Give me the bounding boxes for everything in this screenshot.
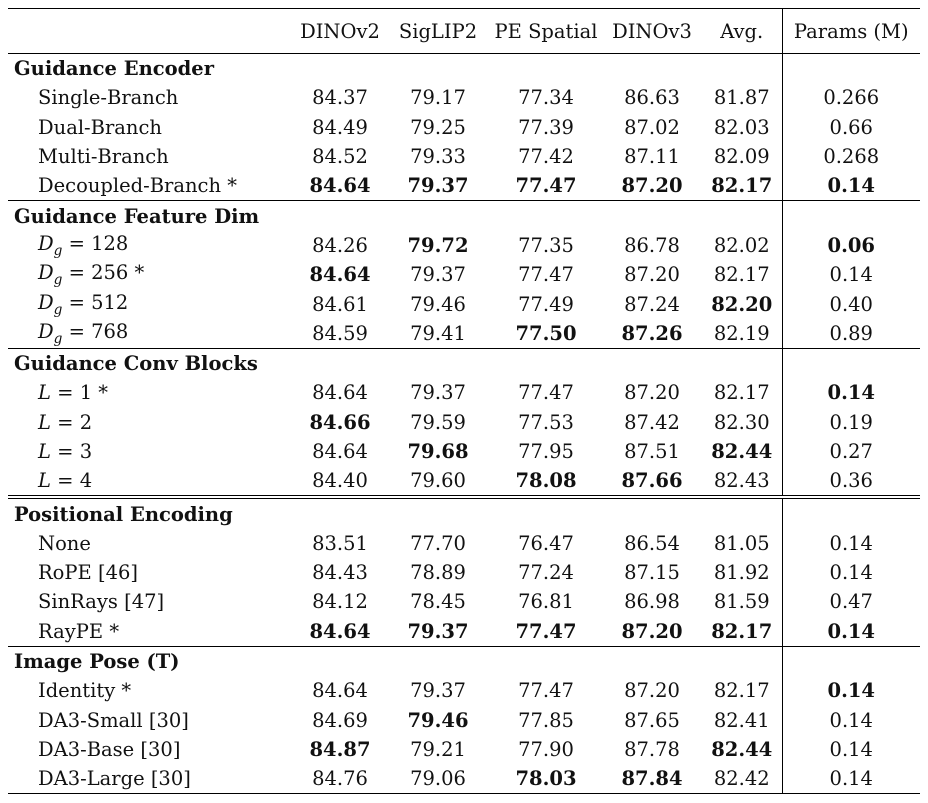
table-row xyxy=(8,171,920,201)
score-cell: 79.37 xyxy=(407,619,469,643)
section-empty-cell xyxy=(294,646,386,676)
score-cell: 77.50 xyxy=(515,321,577,345)
table-row xyxy=(8,617,920,647)
section-empty-cell xyxy=(702,54,782,84)
score-cell: 84.52 xyxy=(312,145,368,169)
score-cell: 82.30 xyxy=(713,410,770,434)
score-cell: 77.24 xyxy=(518,561,574,585)
params-cell: 0.14 xyxy=(782,676,920,705)
score-cell: 82.17 xyxy=(711,619,773,643)
row-label: SinRays [47] xyxy=(38,590,165,614)
params-cell: 0.14 xyxy=(782,617,920,647)
section-empty-cell xyxy=(702,646,782,676)
score-cell: 84.87 xyxy=(309,737,371,761)
score-cell: 81.87 xyxy=(713,86,770,110)
score-cell: 87.20 xyxy=(624,263,680,287)
score-cell: 84.59 xyxy=(312,321,368,345)
score-cell: 82.17 xyxy=(711,174,773,198)
section-title: Guidance Conv Blocks xyxy=(14,352,258,376)
score-cell: 82.17 xyxy=(713,679,770,703)
row-label: RayPE * xyxy=(38,619,120,643)
section-empty-cell xyxy=(490,54,602,84)
section-empty-cell xyxy=(782,201,920,231)
row-label-symbol: L xyxy=(38,381,51,405)
score-cell: 82.09 xyxy=(713,145,770,169)
score-cell: 87.02 xyxy=(624,115,680,139)
score-cell: 82.43 xyxy=(713,469,770,493)
table-row xyxy=(8,764,920,794)
score-cell: 87.26 xyxy=(621,321,683,345)
row-label: DA3-Small [30] xyxy=(38,708,189,732)
row-label-subscript: g xyxy=(53,242,63,259)
score-cell: 77.53 xyxy=(518,410,574,434)
table-row xyxy=(8,378,920,407)
score-cell: 87.20 xyxy=(624,679,680,703)
column-header-avg: Avg. xyxy=(720,19,764,43)
score-cell: 84.37 xyxy=(312,86,368,110)
params-cell: 0.06 xyxy=(782,231,920,260)
params-cell: 0.14 xyxy=(782,706,920,735)
table-row xyxy=(8,83,920,112)
score-cell: 79.21 xyxy=(410,737,466,761)
row-label-symbol: D xyxy=(38,319,54,343)
score-cell: 84.40 xyxy=(312,469,368,493)
params-cell: 0.266 xyxy=(782,83,920,112)
table-body xyxy=(8,54,920,794)
table-row xyxy=(8,529,920,558)
score-cell: 86.98 xyxy=(624,590,680,614)
params-cell: 0.14 xyxy=(782,378,920,407)
row-label xyxy=(8,260,294,289)
score-cell: 82.17 xyxy=(713,263,770,287)
section-header-row xyxy=(8,54,920,84)
params-cell: 0.89 xyxy=(782,319,920,349)
section-empty-cell xyxy=(490,497,602,528)
section-empty-cell xyxy=(782,54,920,84)
row-label xyxy=(8,408,294,437)
row-label: Single-Branch xyxy=(38,86,179,110)
section-empty-cell xyxy=(782,348,920,378)
row-label-symbol: D xyxy=(38,261,54,285)
table-row xyxy=(8,231,920,260)
score-cell: 78.03 xyxy=(515,767,577,791)
score-cell: 84.64 xyxy=(309,174,371,198)
score-cell: 78.89 xyxy=(410,561,466,585)
section-empty-cell xyxy=(602,348,702,378)
score-cell: 84.61 xyxy=(312,292,368,316)
score-cell: 76.81 xyxy=(518,590,574,614)
section-header-row xyxy=(8,497,920,528)
params-cell: 0.66 xyxy=(782,113,920,142)
row-label-subscript: g xyxy=(53,330,63,347)
params-cell: 0.40 xyxy=(782,289,920,318)
table-row xyxy=(8,260,920,289)
row-label: Decoupled-Branch * xyxy=(38,174,237,198)
section-empty-cell xyxy=(386,201,490,231)
score-cell: 83.51 xyxy=(312,531,368,555)
score-cell: 79.59 xyxy=(410,410,466,434)
row-label xyxy=(8,319,294,349)
row-label: None xyxy=(38,531,91,555)
row-label-value: = 256 * xyxy=(62,261,145,285)
section-header-row xyxy=(8,646,920,676)
score-cell: 78.45 xyxy=(410,590,466,614)
section-empty-cell xyxy=(490,348,602,378)
params-cell: 0.14 xyxy=(782,260,920,289)
score-cell: 87.20 xyxy=(621,619,683,643)
score-cell: 81.59 xyxy=(713,590,770,614)
table-row xyxy=(8,142,920,171)
score-cell: 87.20 xyxy=(621,174,683,198)
ablation-table-container xyxy=(8,8,920,794)
row-label-subscript: g xyxy=(53,301,63,318)
score-cell: 79.46 xyxy=(410,292,466,316)
score-cell: 79.37 xyxy=(407,174,469,198)
section-empty-cell xyxy=(490,646,602,676)
score-cell: 77.95 xyxy=(518,440,574,463)
row-label xyxy=(8,378,294,407)
section-empty-cell xyxy=(782,497,920,528)
section-title: Image Pose (T) xyxy=(14,650,180,674)
section-header-row xyxy=(8,201,920,231)
row-label-symbol: L xyxy=(38,469,51,493)
score-cell: 79.72 xyxy=(407,233,469,257)
section-empty-cell xyxy=(294,497,386,528)
score-cell: 79.17 xyxy=(410,86,466,110)
score-cell: 84.12 xyxy=(312,590,368,614)
score-cell: 82.42 xyxy=(713,767,770,791)
params-cell: 0.14 xyxy=(782,171,920,201)
score-cell: 79.37 xyxy=(410,679,466,703)
score-cell: 77.47 xyxy=(515,619,577,643)
score-cell: 82.41 xyxy=(713,708,770,732)
table-header xyxy=(8,9,920,54)
table-row xyxy=(8,319,920,349)
section-empty-cell xyxy=(386,646,490,676)
section-empty-cell xyxy=(702,201,782,231)
score-cell: 87.84 xyxy=(621,767,683,791)
row-label-value: = 768 xyxy=(62,319,129,343)
score-cell: 86.78 xyxy=(624,233,680,257)
section-empty-cell xyxy=(602,646,702,676)
score-cell: 79.33 xyxy=(410,145,466,169)
score-cell: 84.66 xyxy=(309,410,371,434)
score-cell: 84.64 xyxy=(312,381,368,405)
score-cell: 84.69 xyxy=(312,708,368,732)
score-cell: 87.65 xyxy=(624,708,680,732)
score-cell: 84.64 xyxy=(312,440,368,463)
score-cell: 79.68 xyxy=(407,440,469,463)
table-row xyxy=(8,408,920,437)
row-label-value: = 2 xyxy=(50,410,93,434)
table-row xyxy=(8,735,920,764)
params-cell: 0.36 xyxy=(782,466,920,497)
table-row xyxy=(8,676,920,705)
section-empty-cell xyxy=(602,54,702,84)
score-cell: 81.05 xyxy=(713,531,770,555)
column-header-dinov3: DINOv3 xyxy=(612,19,692,43)
score-cell: 79.37 xyxy=(410,263,466,287)
score-cell: 87.20 xyxy=(624,381,680,405)
table-row xyxy=(8,113,920,142)
section-empty-cell xyxy=(702,348,782,378)
score-cell: 79.46 xyxy=(407,708,469,732)
column-header-siglip2: SigLIP2 xyxy=(398,19,478,43)
score-cell: 77.85 xyxy=(518,708,574,732)
ablation-table xyxy=(8,8,920,794)
score-cell: 84.64 xyxy=(312,679,368,703)
score-cell: 87.42 xyxy=(624,410,680,434)
score-cell: 82.19 xyxy=(713,321,770,345)
score-cell: 77.49 xyxy=(518,292,574,316)
score-cell: 87.24 xyxy=(624,292,680,316)
score-cell: 79.25 xyxy=(410,115,466,139)
params-cell: 0.19 xyxy=(782,408,920,437)
row-label-subscript: g xyxy=(53,272,63,289)
score-cell: 87.11 xyxy=(624,145,680,169)
section-empty-cell xyxy=(386,497,490,528)
row-label-value: = 1 * xyxy=(50,381,109,405)
params-cell: 0.268 xyxy=(782,142,920,171)
row-label-symbol: L xyxy=(38,440,51,463)
section-empty-cell xyxy=(294,54,386,84)
score-cell: 87.51 xyxy=(624,440,680,463)
score-cell: 76.47 xyxy=(518,531,574,555)
row-label: Dual-Branch xyxy=(38,115,162,139)
row-label xyxy=(8,437,294,466)
score-cell: 84.64 xyxy=(309,619,371,643)
score-cell: 78.08 xyxy=(515,469,577,493)
score-cell: 86.54 xyxy=(624,531,680,555)
section-empty-cell xyxy=(602,497,702,528)
score-cell: 84.26 xyxy=(312,233,368,257)
row-label xyxy=(8,289,294,318)
row-label: RoPE [46] xyxy=(38,561,139,585)
score-cell: 84.76 xyxy=(312,767,368,791)
score-cell: 77.70 xyxy=(410,531,466,555)
table-row xyxy=(8,558,920,587)
score-cell: 77.39 xyxy=(518,115,574,139)
section-empty-cell xyxy=(294,348,386,378)
params-cell: 0.14 xyxy=(782,735,920,764)
row-label-symbol: D xyxy=(38,231,54,255)
params-cell: 0.27 xyxy=(782,437,920,466)
row-label-value: = 512 xyxy=(62,290,129,314)
score-cell: 79.41 xyxy=(410,321,466,345)
table-row xyxy=(8,437,920,466)
section-title: Guidance Encoder xyxy=(14,57,214,81)
section-empty-cell xyxy=(386,54,490,84)
section-empty-cell xyxy=(782,646,920,676)
params-cell: 0.14 xyxy=(782,764,920,794)
row-label: DA3-Base [30] xyxy=(38,737,181,761)
score-cell: 79.37 xyxy=(410,381,466,405)
score-cell: 84.49 xyxy=(312,115,368,139)
score-cell: 79.06 xyxy=(410,767,466,791)
score-cell: 87.66 xyxy=(621,469,683,493)
score-cell: 77.42 xyxy=(518,145,574,169)
params-cell: 0.14 xyxy=(782,558,920,587)
section-empty-cell xyxy=(490,201,602,231)
score-cell: 84.64 xyxy=(309,263,371,287)
score-cell: 77.35 xyxy=(518,233,574,257)
row-label xyxy=(8,231,294,260)
score-cell: 86.63 xyxy=(624,86,680,110)
row-label-symbol: L xyxy=(38,410,51,434)
score-cell: 84.43 xyxy=(312,561,368,585)
row-label-value: = 4 xyxy=(50,469,93,493)
score-cell: 79.60 xyxy=(410,469,466,493)
table-row xyxy=(8,587,920,616)
score-cell: 77.47 xyxy=(515,174,577,198)
table-row xyxy=(8,466,920,497)
column-header-dinov2: DINOv2 xyxy=(300,19,380,43)
column-header-params: Params (M) xyxy=(782,9,920,54)
score-cell: 77.90 xyxy=(518,737,574,761)
score-cell: 82.20 xyxy=(711,292,773,316)
score-cell: 77.47 xyxy=(518,381,574,405)
row-label: Multi-Branch xyxy=(38,145,169,169)
params-cell: 0.14 xyxy=(782,529,920,558)
score-cell: 82.03 xyxy=(713,115,770,139)
row-label-value: = 128 xyxy=(62,231,129,255)
row-label: DA3-Large [30] xyxy=(38,767,191,791)
score-cell: 81.92 xyxy=(713,561,770,585)
row-label xyxy=(8,466,294,497)
score-cell: 82.44 xyxy=(711,440,773,463)
row-label-value: = 3 xyxy=(50,440,93,463)
section-empty-cell xyxy=(602,201,702,231)
section-header-row xyxy=(8,348,920,378)
score-cell: 82.17 xyxy=(713,381,770,405)
row-label-symbol: D xyxy=(38,290,54,314)
score-cell: 82.44 xyxy=(711,737,773,761)
params-cell: 0.47 xyxy=(782,587,920,616)
score-cell: 87.15 xyxy=(624,561,680,585)
section-empty-cell xyxy=(702,497,782,528)
section-empty-cell xyxy=(386,348,490,378)
score-cell: 77.47 xyxy=(518,263,574,287)
row-label: Identity * xyxy=(38,679,132,703)
section-empty-cell xyxy=(294,201,386,231)
score-cell: 77.34 xyxy=(518,86,574,110)
table-row xyxy=(8,706,920,735)
score-cell: 82.02 xyxy=(713,233,770,257)
header-empty-cell xyxy=(8,9,294,54)
score-cell: 87.78 xyxy=(624,737,680,761)
column-header-pe-spatial: PE Spatial xyxy=(494,19,598,43)
section-title: Guidance Feature Dim xyxy=(14,204,260,228)
table-row xyxy=(8,289,920,318)
section-title: Positional Encoding xyxy=(14,502,233,526)
score-cell: 77.47 xyxy=(518,679,574,703)
